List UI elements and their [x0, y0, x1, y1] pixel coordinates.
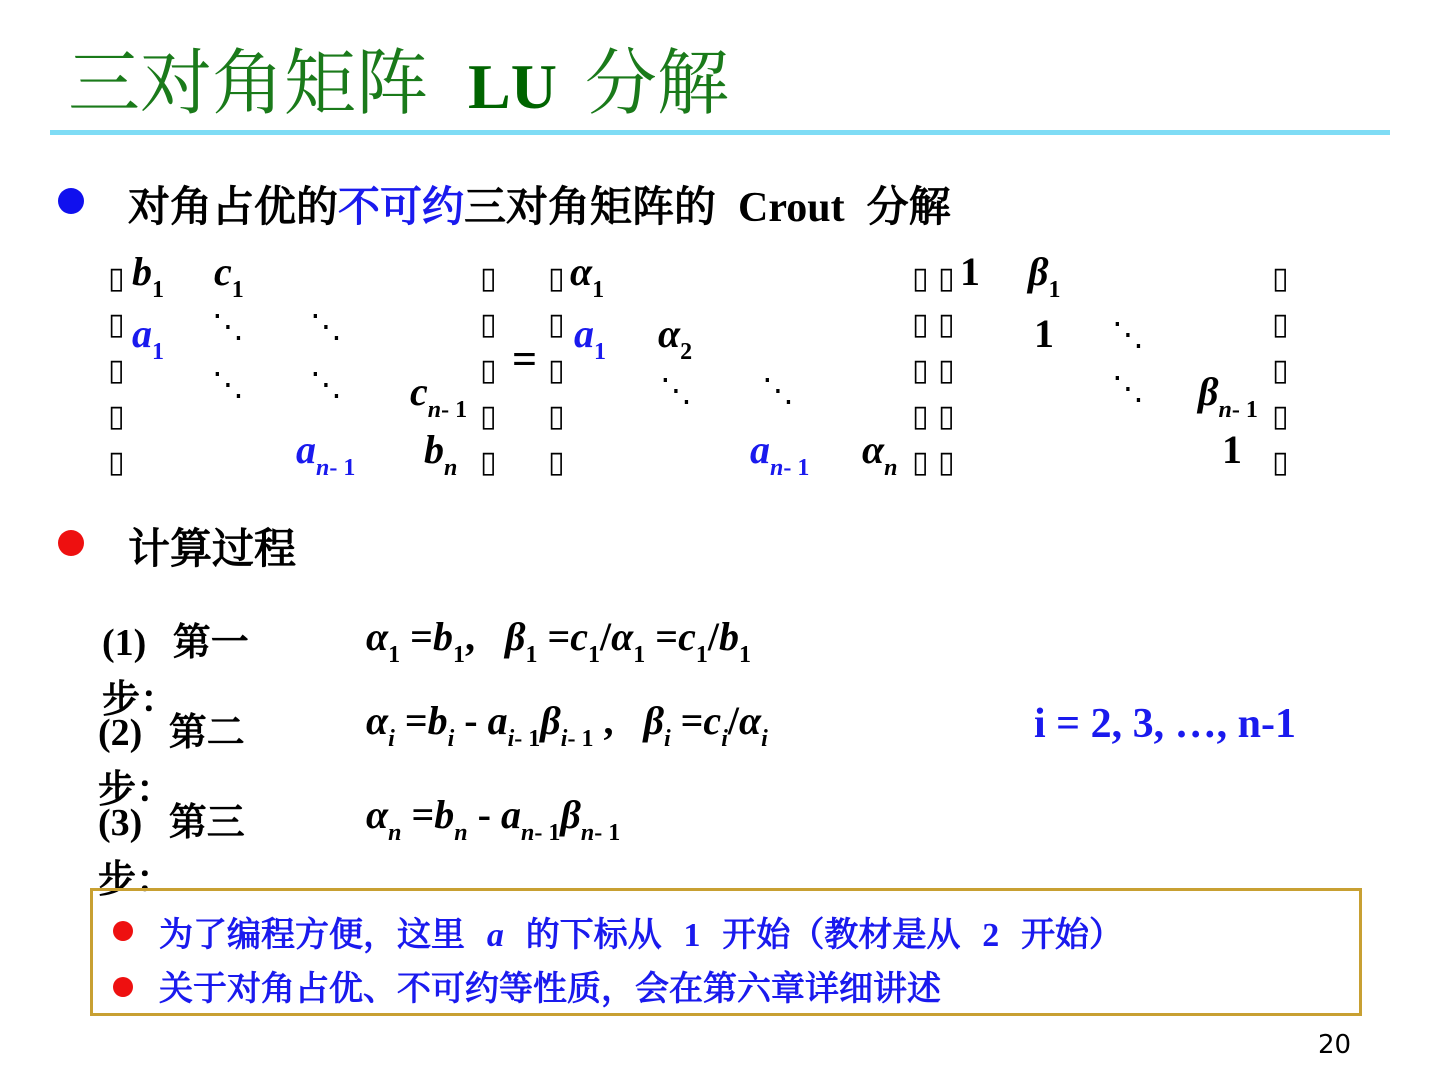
note1-t1: 为了编程方便，这里 — [159, 915, 465, 955]
title-cn-2: 分解 — [584, 41, 729, 125]
index-range: i = 2, 3, …, n-1 — [1034, 701, 1296, 747]
page-number: 20 — [1318, 1030, 1352, 1060]
step-3-num: (3) — [98, 802, 143, 844]
step-1-num: (1) — [102, 622, 147, 664]
note1-var: a — [486, 917, 504, 954]
bullet-dot-red — [58, 530, 84, 556]
step-1-text: 第一步： — [102, 620, 249, 721]
matrix-bracket-left: ▯ ▯ ▯ ▯ ▯ — [108, 261, 125, 480]
step-2-num: (2) — [98, 712, 143, 754]
note1-t3: 开始（教材是从 — [722, 915, 961, 955]
note-box — [90, 888, 1362, 1016]
note1-t4: 开始） — [1021, 915, 1124, 955]
bullet2-heading: 计算过程 — [128, 524, 297, 573]
title-lu: LU — [468, 51, 557, 122]
matrix-equation: ▯ ▯ ▯ ▯ ▯ $b_1$ $c_1$ $a_1$ ⋱ ⋱ ⋱ ⋱ $c_{n- 1}$ $a_{n- 1}$ $b_n$ ▯ ▯ ▯ ▯ ▯ = ▯ ▯ ▯ ▯ ▯ $\alpha_1$ $a_1$ $\alpha_2$ ⋱ ⋱ $a_{n- 1}$ $\alpha_n$ ▯ ▯ ▯ ▯ ▯ ▯ ▯ ▯ ▯ ▯ 1 $\beta_1$ 1 ⋱ ⋱ $\beta_{n- 1}$ 1 ▯ ▯ ▯ ▯ ▯ — [0, 0, 1440, 500]
matrix-bracket-right: ▯ ▯ ▯ ▯ ▯ — [480, 261, 497, 480]
note-bullet-1 — [113, 921, 133, 941]
note-line-2: 关于对角占优、不可约等性质，会在第六章详细讲述 — [159, 969, 941, 1009]
bullet1-text-blue: 不可约 — [338, 182, 465, 231]
note1-n1: 1 — [683, 917, 701, 954]
step-3-formula: $\alpha_n =b_n - a_{n- 1}\beta_{n- 1}$ — [366, 792, 621, 846]
bullet1-text-b: 三对角矩阵的 — [464, 182, 717, 231]
title-cn-1: 三对角矩阵 — [68, 41, 429, 125]
step-1-formula: $\alpha_1 =b_1$, $\beta_1 =c_1/\alpha_1 =c_1/b_1$ — [366, 614, 751, 668]
bullet1-text-a: 对角占优的 — [128, 182, 339, 231]
bullet1-text-c: 分解 — [866, 182, 951, 231]
step-3-text: 第三步： — [98, 800, 245, 901]
note1-n2: 2 — [982, 917, 1000, 954]
note1-t2: 的下标从 — [525, 915, 662, 955]
note-line-1 — [159, 911, 1123, 960]
note-bullet-2 — [113, 977, 133, 997]
bullet1-crout: Crout — [738, 185, 845, 231]
step-2-text: 第二步： — [98, 710, 245, 811]
step-2-formula: $\alpha_i =b_i - a_{i- 1}\beta_{i- 1}$ , $\beta_i =c_i/\alpha_i$ — [366, 698, 768, 752]
